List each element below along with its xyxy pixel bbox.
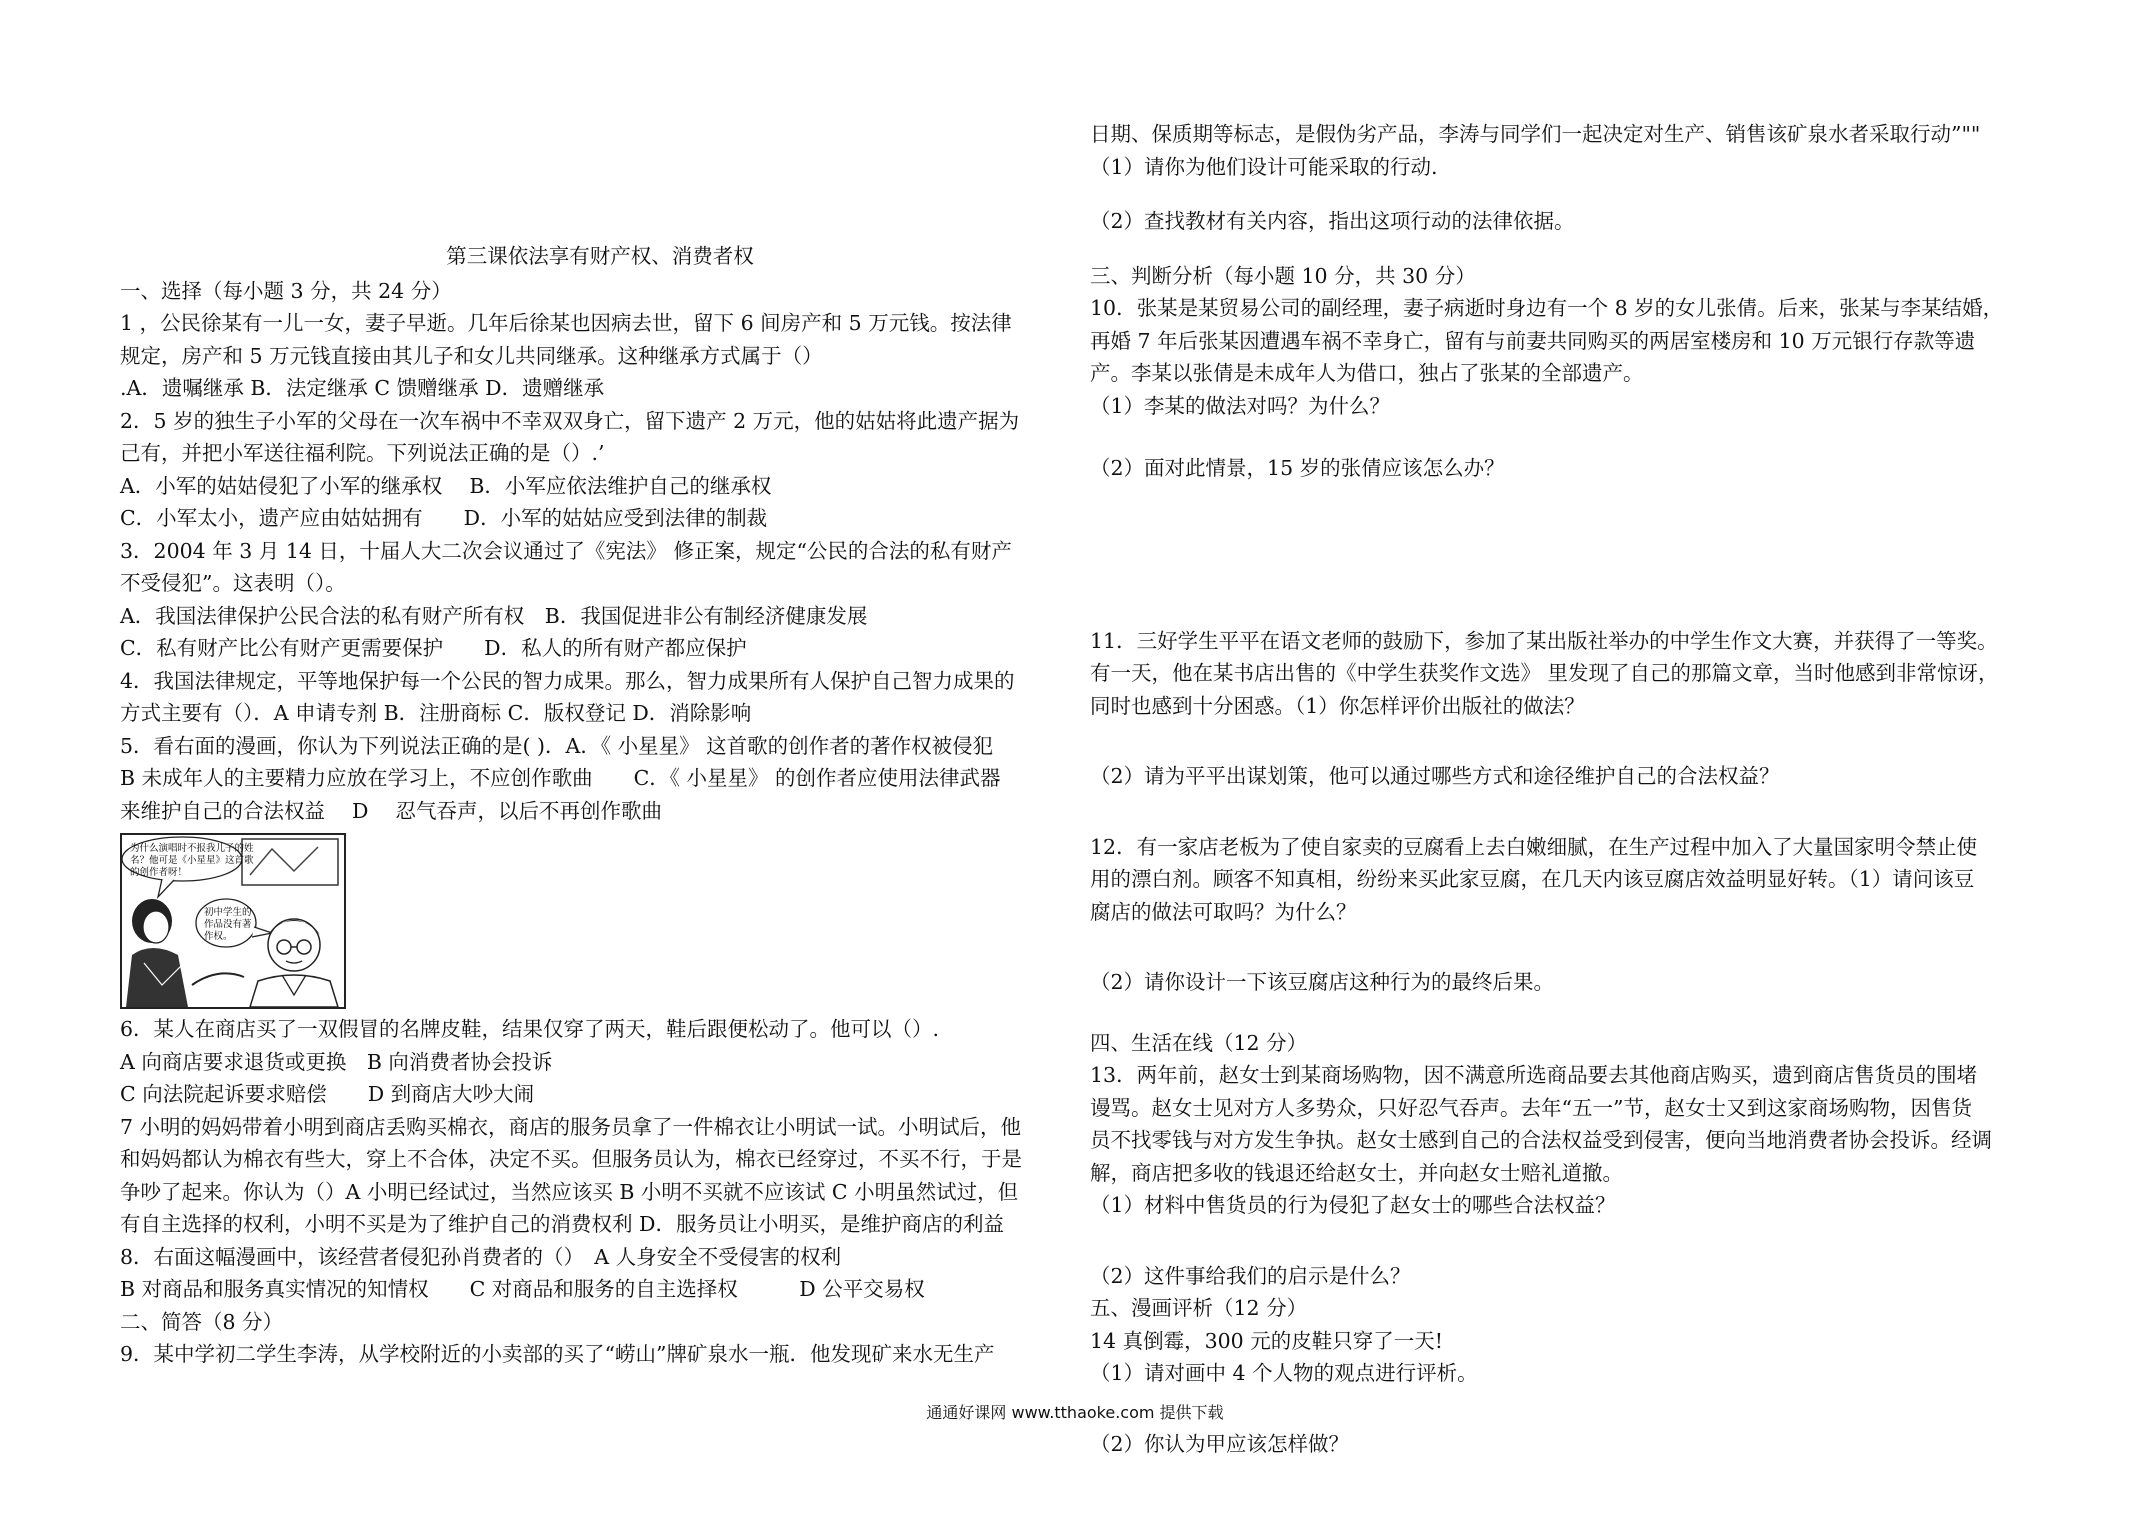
question-line: 不受侵犯”。这表明（）。 <box>120 571 346 595</box>
question-line: 6．某人在商店买了一双假冒的名牌皮鞋，结果仅穿了两天，鞋后跟便松动了。他可以（）. <box>120 1017 940 1041</box>
comic-speech-1: 名？他可是《小星星》这首歌 <box>130 855 254 866</box>
section-heading-life: 四、生活在线（12 分） <box>1090 1030 1308 1055</box>
question-line: 9．某中学初二学生李涛，从学校附近的小卖部的买了“崂山”牌矿泉水一瓶．他发现矿来水无生产 <box>120 1342 995 1366</box>
question-line: 14 真倒霉，300 元的皮鞋只穿了一天! <box>1090 1328 1443 1353</box>
answer-options: A 向商店要求退货或更换 B 向消费者协会投诉 <box>120 1049 553 1074</box>
question-line: 1 ，公民徐某有一儿一女，妻子早逝。几年后徐某也因病去世，留下 6 间房产和 5 万元钱。按法律 <box>120 311 1012 335</box>
sub-question: （1）请你为他们设计可能采取的行动. <box>1090 154 1438 179</box>
comic-drawing <box>122 835 344 1007</box>
question-line: 11．三好学生平平在语文老师的鼓励下，参加了某出版社举办的中学生作文大赛，并获得了一等奖。 <box>1090 628 1998 653</box>
question-line: 和妈妈都认为棉衣有些大，穿上不合体，决定不买。但服务员认为，棉衣已经穿过，不买不行，于是 <box>120 1147 1022 1171</box>
answer-options: B 对商品和服务真实情况的知情权 C 对商品和服务的自主选择权 D 公平交易权 <box>120 1277 925 1301</box>
question-line: 来维护自己的合法权益 D 忍气吞声，以后不再创作歌曲 <box>120 798 662 823</box>
question-line: 己有，并把小军送往福利院。下列说法正确的是（）.’ <box>120 441 605 465</box>
sub-question: （2）你认为甲应该怎样做？ <box>1090 1431 1350 1456</box>
comic-speech-2: 初中学生的 <box>204 907 252 918</box>
section-heading-short-answer: 二、简答（8 分） <box>120 1309 284 1334</box>
answer-options: A．小军的姑姑侵犯了小军的继承权 B．小军应依法维护自己的继承权 <box>120 473 772 498</box>
sub-question: （2）查找教材有关内容，指出这项行动的法律依据。 <box>1090 209 1575 233</box>
sub-question: （2）面对此情景，15 岁的张倩应该怎么办？ <box>1090 456 1505 480</box>
question-line: 规定，房产和 5 万元钱直接由其儿子和女儿共同继承。这种继承方式属于（） <box>120 343 823 368</box>
lesson-title: 第三课依法享有财产权、消费者权 <box>446 244 754 268</box>
question-line: 再婚 7 年后张某因遭遇车祸不幸身亡，留有与前妻共同购买的两居室楼房和 10 万元银行存款等遗 <box>1090 328 1976 353</box>
question-line: 有一天，他在某书店出售的《中学生获奖作文选》 里发现了自己的那篇文章，当时他感到非常惊讶， <box>1090 661 1999 685</box>
section-heading-analysis: 三、判断分析（每小题 10 分，共 30 分） <box>1090 263 1476 288</box>
question-line: 4．我国法律规定，平等地保护每一个公民的智力成果。那么，智力成果所有人保护自己智力成果的 <box>120 668 1015 693</box>
right-column <box>1090 118 2090 1460</box>
question-line: 2．5 岁的独生子小军的父母在一次车祸中不幸双双身亡，留下遗产 2 万元，他的姑姑将此遗产据为 <box>120 408 1020 433</box>
question-line: 日期、保质期等标志，是假伪劣产品，李涛与同学们一起决定对生产、销售该矿泉水者采取行动”"" <box>1090 122 1981 146</box>
answer-options: C．私有财产比公有财产更需要保护 D．私人的所有财产都应保护 <box>120 636 747 660</box>
comic-speech-2: 作权。 <box>204 931 233 942</box>
section-heading-choice: 一、选择（每小题 3 分，共 24 分） <box>120 278 452 303</box>
comic-illustration <box>120 833 346 1009</box>
answer-options: .A．遗嘱继承 B．法定继承 C 馈赠继承 D．遗赠继承 <box>120 376 605 400</box>
sub-question: （2）请你设计一下该豆腐店这种行为的最终后果。 <box>1090 970 1555 994</box>
left-column <box>120 240 1080 1371</box>
question-line: 10．张某是某贸易公司的副经理，妻子病逝时身边有一个 8 岁的女儿张倩。后来，张某与李某结婚， <box>1090 296 2004 320</box>
question-line: 12．有一家店老板为了使自家卖的豆腐看上去白嫩细腻，在生产过程中加入了大量国家明令禁止使 <box>1090 834 1978 859</box>
comic-speech-1: 为什么演唱时不报我儿子的姓 <box>130 843 254 854</box>
question-line: 用的漂白剂。顾客不知真相，纷纷来买此家豆腐，在几天内该豆腐店效益明显好转。（1）请问该豆 <box>1090 867 1975 891</box>
section-heading-comic: 五、漫画评析（12 分） <box>1090 1296 1308 1320</box>
question-line: 5．看右面的漫画，你认为下列说法正确的是( )．A．《 小星星》 这首歌的创作者的著作权被侵犯 <box>120 733 994 758</box>
sub-question: （2）请为平平出谋划策，他可以通过哪些方式和途径维护自己的合法权益？ <box>1090 764 1780 788</box>
sub-question: （1）请对画中 4 个人物的观点进行评析。 <box>1090 1361 1478 1385</box>
sub-question: （1）材料中售货员的行为侵犯了赵女士的哪些合法权益？ <box>1090 1193 1616 1217</box>
question-line: 员不找零钱与对方发生争执。赵女士感到自己的合法权益受到侵害，便向当地消费者协会投诉。经调 <box>1090 1128 1992 1152</box>
question-line: 13．两年前，赵女士到某商场购物，因不满意所选商品要去其他商店购买，遗到商店售货员的围堵 <box>1090 1063 1978 1087</box>
question-line: 同时也感到十分困惑。（1）你怎样评价出版社的做法？ <box>1090 693 1585 718</box>
comic-speech-2: 作品没有著 <box>204 919 252 930</box>
answer-options: C 向法院起诉要求赔偿 D 到商店大吵大闹 <box>120 1082 535 1106</box>
sub-question: （1）李某的做法对吗？为什么？ <box>1090 393 1391 418</box>
question-line: 有自主选择的权利，小明不买是为了维护自己的消费权利 D．服务员让小明买，是维护商店的利益 <box>120 1212 1004 1236</box>
question-line: 产。李某以张倩是未成年人为借口，独占了张某的全部遗产。 <box>1090 361 1644 385</box>
question-line: 争吵了起来。你认为（）A 小明已经试过，当然应该买 B 小明不买就不应该试 C 小明虽然试过，但 <box>120 1179 1019 1204</box>
answer-options: A．我国法律保护公民合法的私有财产所有权 B．我国促进非公有制经济健康发展 <box>120 603 868 628</box>
footer-source: 通通好课网 www.tthaoke.com 提供下载 <box>926 1403 1224 1422</box>
question-line: 8．右面这幅漫画中，该经营者侵犯孙肖费者的（） A 人身安全不受侵害的权利 <box>120 1244 842 1269</box>
sub-question: （2）这件事给我们的启示是什么？ <box>1090 1263 1411 1288</box>
question-line: 方式主要有（）．A 申请专剂 B．注册商标 C．版权登记 D．消除影响 <box>120 701 752 725</box>
question-line: 7 小明的妈妈带着小明到商店丢购买棉衣，商店的服务员拿了一件棉衣让小明试一试。小明试后，他 <box>120 1114 1022 1139</box>
question-line: 解，商店把多收的钱退还给赵女士，并向赵女士赔礼道撤。 <box>1090 1160 1623 1185</box>
question-line: 3．2004 年 3 月 14 日，十届人大二次会议通过了《宪法》 修正案，规定“公民的合法的私有财产 <box>120 538 1012 563</box>
question-line: 腐店的做法可取吗？为什么？ <box>1090 899 1357 924</box>
comic-speech-1: 的创作者呀！ <box>130 867 188 878</box>
question-line: 谩骂。赵女士见对方人多势众，只好忍气吞声。去年“五一”节，赵女士又到这家商场购物，因售货 <box>1090 1095 1972 1120</box>
question-line: B 未成年人的主要精力应放在学习上，不应创作歌曲 C．《 小星星》 的创作者应使用法律武器 <box>120 766 1001 790</box>
answer-options: C．小军太小，遗产应由姑姑拥有 D．小军的姑姑应受到法律的制裁 <box>120 506 768 530</box>
